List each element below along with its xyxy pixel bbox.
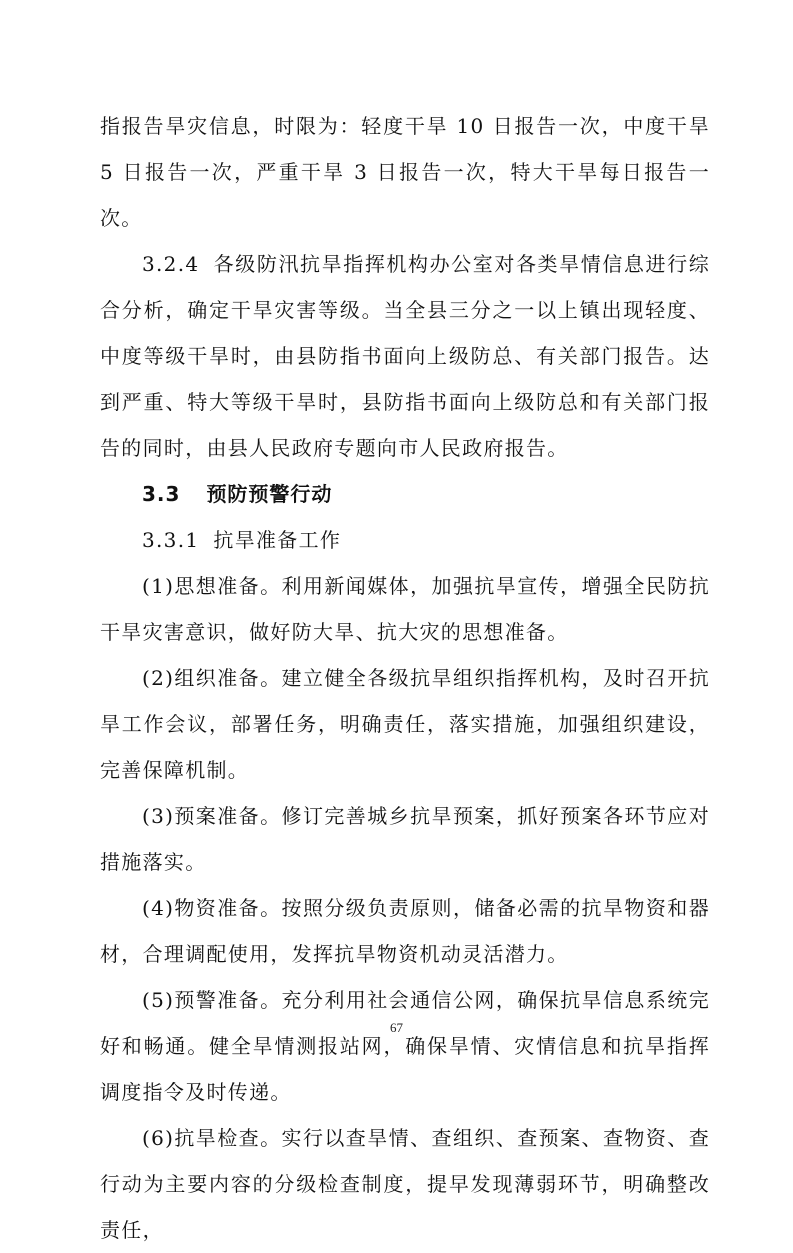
heading-number: 3.3 — [142, 482, 181, 506]
list-item-2: (2)组织准备。建立健全各级抗旱组织指挥机构，及时召开抗旱工作会议，部署任务，明确责任，落实措施，加强组织建设，完善保障机制。 — [100, 666, 710, 782]
list-item-6: (6)抗旱检查。实行以查旱情、查组织、查预案、查物资、查行动为主要内容的分级检查制度，提早发现薄弱环节，明确整改责任， — [100, 1126, 710, 1242]
list-item-4: (4)物资准备。按照分级负责原则，储备必需的抗旱物资和器材，合理调配使用，发挥抗旱物资机动灵活潜力。 — [100, 896, 710, 966]
page-content — [100, 103, 710, 1253]
subsection-number: 3.3.1 — [142, 528, 200, 552]
paragraph-3-2-4 — [100, 241, 710, 471]
section-number: 3.2.4 — [142, 252, 200, 276]
page-number: 67 — [390, 1020, 403, 1035]
section-heading-3-3 — [100, 471, 710, 517]
paragraph-text: 各级防汛抗旱指挥机构办公室对各类旱情信息进行综合分析，确定干旱灾害等级。当全县三分之一以上镇出现轻度、中度等级干旱时，由县防指书面向上级防总、有关部门报告。达到严重、特大等级干旱时，县防指书面向上级防总和有关部门报告的同时，由县人民政府专题向市人民政府报告。 — [100, 252, 710, 460]
heading-title: 预防预警行动 — [206, 482, 333, 506]
subsection-heading-3-3-1 — [100, 517, 710, 563]
paragraph-continuation: 指报告旱灾信息，时限为：轻度干旱 10 日报告一次，中度干旱 5 日报告一次，严重干旱 3 日报告一次，特大干旱每日报告一次。 — [100, 114, 710, 230]
subsection-title: 抗旱准备工作 — [213, 528, 342, 552]
list-item-5: (5)预警准备。充分利用社会通信公网，确保抗旱信息系统完好和畅通。健全旱情测报站网，确保旱情、灾情信息和抗旱指挥调度指令及时传递。 — [100, 988, 710, 1104]
list-item-3: (3)预案准备。修订完善城乡抗旱预案，抓好预案各环节应对措施落实。 — [100, 804, 710, 874]
list-item-1: (1)思想准备。利用新闻媒体，加强抗旱宣传，增强全民防抗干旱灾害意识，做好防大旱、抗大灾的思想准备。 — [100, 574, 710, 644]
